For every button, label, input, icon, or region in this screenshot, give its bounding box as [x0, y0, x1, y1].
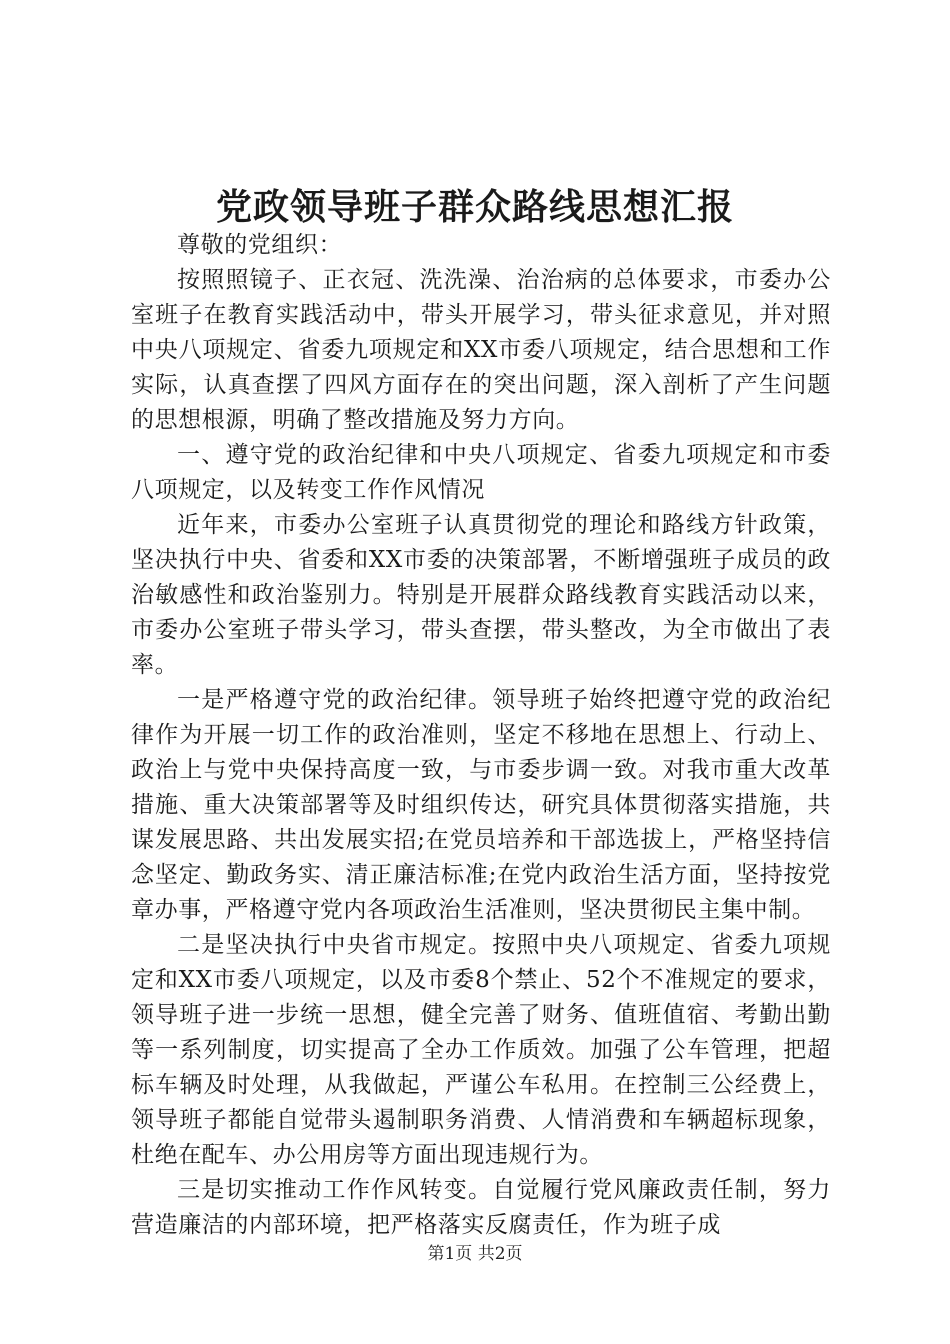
paragraph-intro: 按照照镜子、正衣冠、洗洗澡、治治病的总体要求，市委办公室班子在教育实践活动中，带头开展学习，带头征求意见，并对照中央八项规定、省委九项规定和XX市委八项规定，结合思想和工作实际，认真查摆了四风方面存在的突出问题，深入剖析了产生问题的思想根源，明确了整改措施及努力方向。	[131, 267, 831, 433]
salutation: 尊敬的党组织：	[177, 232, 343, 258]
page-total: 共2页	[477, 1244, 523, 1264]
section-heading-1: 一、遵守党的政治纪律和中央八项规定、省委九项规定和市委八项规定，以及转变工作作风情况	[131, 442, 831, 503]
document-body	[131, 228, 831, 1243]
page-number: 第1页	[427, 1244, 473, 1264]
paragraph-point-2: 二是坚决执行中央省市规定。按照中央八项规定、省委九项规定和XX市委八项规定，以及市委8个禁止、52个不准规定的要求，领导班子进一步统一思想，健全完善了财务、值班值宿、考勤出勤等一系列制度，切实提高了全办工作质效。加强了公车管理，把超标车辆及时处理，从我做起，严谨公车私用。在控制三公经费上，领导班子都能自觉带头遏制职务消费、人情消费和车辆超标现象，杜绝在配车、办公用房等方面出现违规行为。	[131, 932, 831, 1168]
paragraph-point-3: 三是切实推动工作作风转变。自觉履行党风廉政责任制，努力营造廉洁的内部环境，把严格落实反腐责任，作为班子成	[131, 1177, 831, 1238]
paragraph-overview: 近年来，市委办公室班子认真贯彻党的理论和路线方针政策，坚决执行中央、省委和XX市委的决策部署，不断增强班子成员的政治敏感性和政治鉴别力。特别是开展群众路线教育实践活动以来，市委办公室班子带头学习，带头查摆，带头整改，为全市做出了表率。	[131, 512, 831, 678]
page-footer	[0, 1242, 950, 1266]
paragraph-point-1: 一是严格遵守党的政治纪律。领导班子始终把遵守党的政治纪律作为开展一切工作的政治准则，坚定不移地在思想上、行动上、政治上与党中央保持高度一致，与市委步调一致。对我市重大改革措施、重大决策部署等及时组织传达，研究具体贯彻落实措施，共谋发展思路、共出发展实招;在党员培养和干部选拔上，严格坚持信念坚定、勤政务实、清正廉洁标准;在党内政治生活方面，坚持按党章办事，严格遵守党内各项政治生活准则，坚决贯彻民主集中制。	[131, 687, 831, 923]
document-title: 党政领导班子群众路线思想汇报	[215, 186, 734, 228]
